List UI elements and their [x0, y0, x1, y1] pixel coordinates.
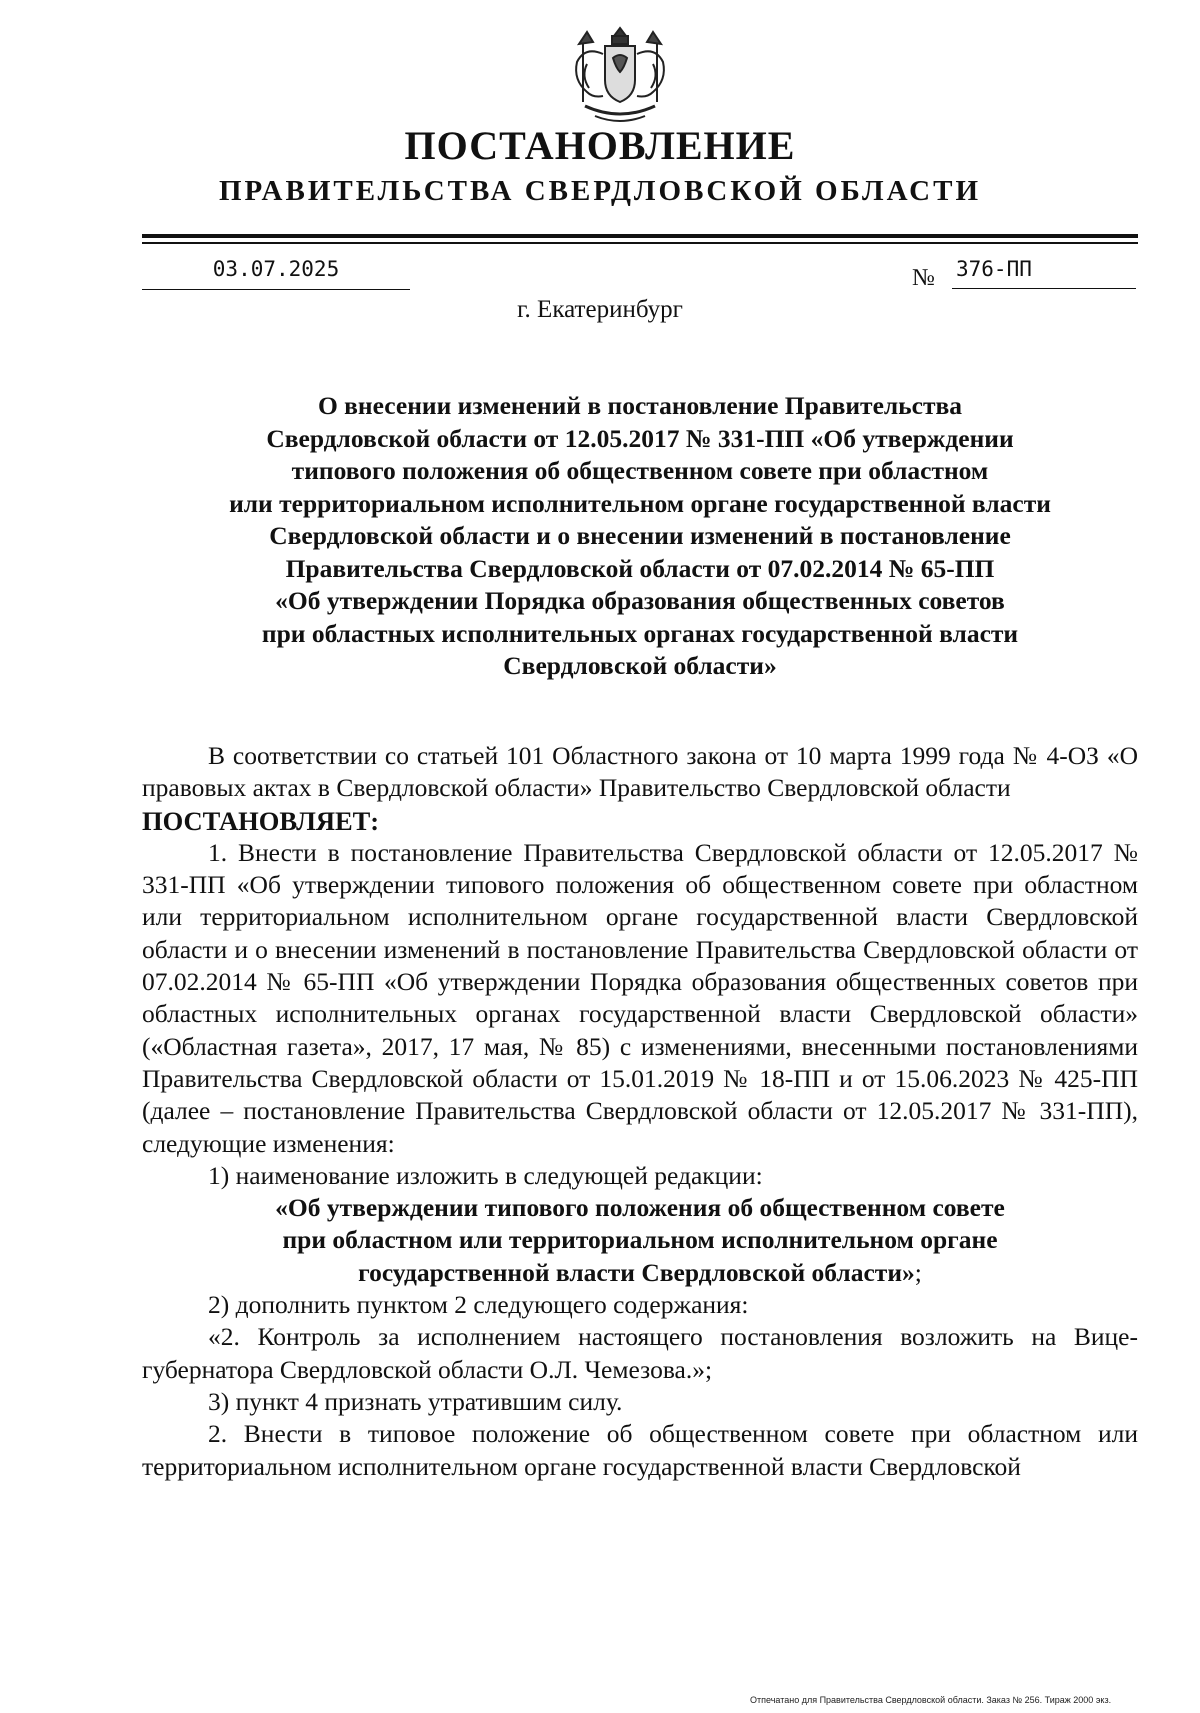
document-body [142, 740, 1138, 1483]
document-number: 376-ПП [952, 257, 1136, 289]
title-line: О внесении изменений в постановление Правительства [317, 391, 963, 420]
title-line: Свердловской области от 12.05.2017 № 331-ПП «Об утверждении [266, 423, 1014, 453]
issuer-name: ПРАВИТЕЛЬСТВА СВЕРДЛОВСКОЙ ОБЛАСТИ [218, 175, 982, 207]
print-footer: Отпечатано для Правительства Свердловской области. Заказ № 256. Тираж 2000 экз. [750, 1695, 1112, 1705]
decree-word: ПОСТАНОВЛЯЕТ: [142, 805, 380, 836]
quote-line-last [142, 1257, 1138, 1289]
city: г. Екатеринбург [517, 296, 683, 323]
new-title-quote [142, 1192, 1138, 1289]
document-title [150, 390, 1130, 683]
preamble-paragraph: В соответствии со статьей 101 Областного закона от 10 марта 1999 года № 4-ОЗ «О правовых актах в Свердловской области» Правительство Свердловской области [142, 741, 1138, 803]
item-2-paragraph: 2. Внести в типовое положение об общественном совете при областном или территориальном исполнительном органе государственной власти Свердловской [142, 1419, 1138, 1481]
header-rule-thin [142, 242, 1138, 244]
header-rule-thick [142, 234, 1138, 238]
title-line: Свердловской области и о внесении изменений в постановление [269, 521, 1011, 550]
subitem-3: 3) пункт 4 признать утратившим силу. [208, 1386, 623, 1416]
document-type: ПОСТАНОВЛЕНИЕ [404, 123, 796, 168]
title-line: Свердловской области» [503, 651, 777, 680]
subitem-1: 1) наименование изложить в следующей редакции: [208, 1160, 763, 1190]
title-line: Правительства Свердловской области от 07.02.2014 № 65-ПП [285, 553, 995, 583]
title-line: при областных исполнительных органах государственной власти [261, 618, 1019, 648]
subitem-2-text: «2. Контроль за исполнением настоящего постановления возложить на Вице-губернатора Свердловской области О.Л. Чемезова.»; [142, 1322, 1138, 1384]
quote-line-text: государственной власти Свердловской области» [358, 1257, 915, 1287]
coat-of-arms-icon [565, 24, 675, 130]
title-line: типового положения об общественном совете при областном [291, 456, 989, 485]
document-date: 03.07.2025 [142, 257, 410, 290]
quote-line: «Об утверждении типового положения об общественном совете [275, 1193, 1005, 1223]
quote-end: ; [914, 1257, 922, 1287]
item-1-paragraph: 1. Внести в постановление Правительства Свердловской области от 12.05.2017 № 331-ПП «Об утверждении типового положения об общественном совете при областном или территориальном исполнительном органе государственной власти Свердловской области и о внесении изменений в постановление Правительства Свердловской области от 07.02.2014 № 65-ПП «Об утверждении Порядка образования общественных советов при областных исполнительных органах государственной власти Свердловской области» («Областная газета», 2017, 17 мая, № 85) с изменениями, внесенными постановлениями Правительства Свердловской области от 15.01.2019 № 18-ПП и от 15.06.2023 № 425-ПП (далее – постановление Правительства Свердловской области от 12.05.2017 № 331-ПП), следующие изменения: [142, 837, 1138, 1158]
quote-line: при областном или территориальном исполнительном органе [282, 1225, 998, 1255]
number-sign: № [912, 265, 935, 291]
title-line: или территориальном исполнительном органе государственной власти [229, 488, 1051, 518]
subitem-2: 2) дополнить пунктом 2 следующего содержания: [208, 1290, 749, 1320]
title-line: «Об утверждении Порядка образования общественных советов [275, 586, 1005, 615]
